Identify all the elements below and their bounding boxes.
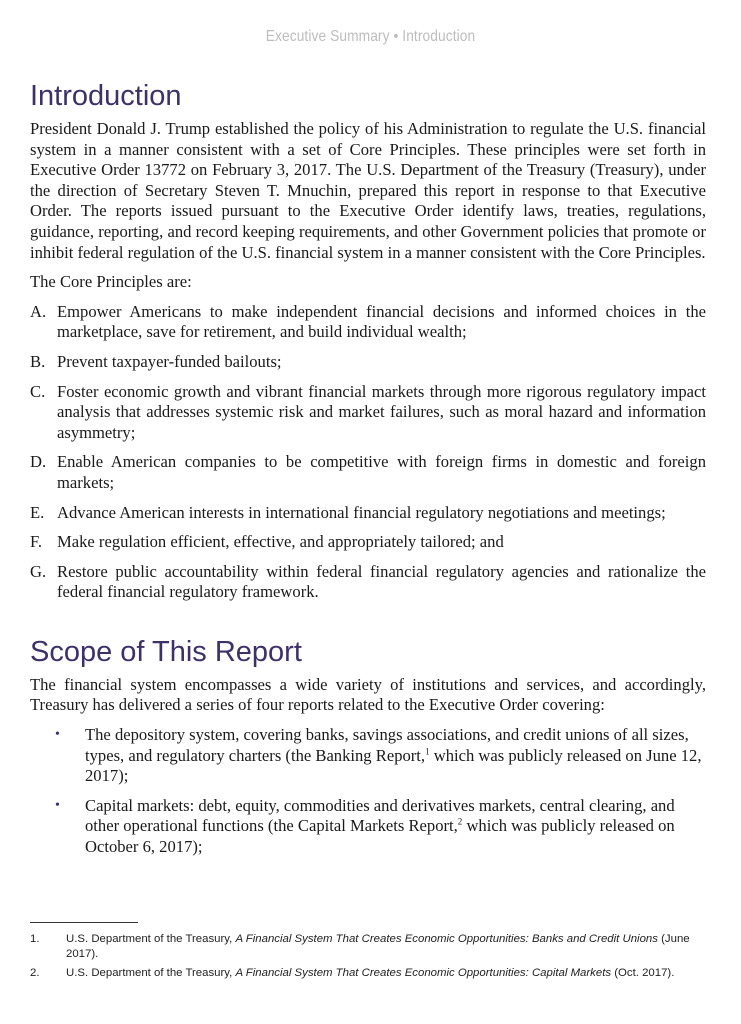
introduction-paragraph: President Donald J. Trump established the policy of his Administration to regulate the U.S. financial system in a manner consistent with a set of Core Principles. These principles were set forth in Executive Order 13772 on February 3, 2017. The U.S. Department of the Treasury (Treasury), under the direction of Secretary Steven T. Mnuchin, prepared this report in response to that Executive Order. The reports issued pursuant to the Executive Order identify laws, treaties, regulations, guidance, reporting, and record keeping requirements, and other Government policies that promote or inhibit federal regulation of the U.S. financial system in a manner consistent with the Core Principles. bbox=[30, 119, 706, 262]
bullet-icon: • bbox=[55, 727, 60, 743]
principle-text: Prevent taxpayer-funded bailouts; bbox=[57, 351, 282, 371]
principle-letter: A. bbox=[30, 301, 47, 321]
running-header: Executive Summary • Introduction bbox=[265, 28, 476, 45]
bullet-icon: • bbox=[55, 797, 60, 813]
footnote-ref-2[interactable]: 2 bbox=[457, 816, 463, 827]
principle-letter: B. bbox=[30, 351, 46, 371]
footnotes bbox=[30, 932, 710, 985]
principle-item bbox=[30, 562, 706, 603]
footnote-title: A Financial System That Creates Economic Opportunities: Capital Markets bbox=[235, 967, 612, 979]
introduction-heading: Introduction bbox=[30, 80, 182, 112]
principle-text: Empower Americans to make independent financial decisions and informed choices in the marketplace, save for retirement, and build individual wealth; bbox=[57, 301, 706, 342]
principle-letter: F. bbox=[30, 532, 43, 552]
principle-letter: E. bbox=[30, 502, 45, 522]
footnote-title: A Financial System That Creates Economic Opportunities: Banks and Credit Unions bbox=[235, 933, 658, 945]
report-text: Capital markets: debt, equity, commodities and derivatives markets, central clearing, and other operational functions (the Capital Markets Report,$^2$ which was publicly released on October 6, 2017); bbox=[85, 795, 675, 857]
footnote-number: 1. bbox=[30, 933, 40, 945]
report-text: The depository system, covering banks, savings associations, and credit unions of all sizes, types, and regulatory charters (the Banking Report,$^1$ which was publicly released on June 12, 2017); bbox=[85, 725, 702, 786]
principle-text: Restore public accountability within federal financial regulatory agencies and rationalize the federal financial regulatory framework. bbox=[57, 561, 706, 602]
principle-text: Foster economic growth and vibrant financial markets through more rigorous regulatory impact analysis that addresses systemic risk and market failures, such as moral hazard and information asymmetry; bbox=[57, 381, 706, 442]
principles-intro: The Core Principles are: bbox=[30, 272, 192, 292]
footnote-ref-1[interactable]: 1 bbox=[425, 746, 430, 757]
footnote-text: U.S. Department of the Treasury, A Financial System That Creates Economic Opportunities: Banks and Credit Unions (June 2017). bbox=[66, 933, 690, 960]
principle-item bbox=[30, 352, 706, 373]
footnote-divider bbox=[30, 922, 138, 923]
principle-item bbox=[30, 382, 706, 444]
footnote-text: U.S. Department of the Treasury, A Financial System That Creates Economic Opportunities: Capital Markets (Oct. 2017). bbox=[66, 967, 675, 979]
principle-item bbox=[30, 532, 706, 553]
footnote-number: 2. bbox=[30, 967, 40, 979]
principle-letter: G. bbox=[30, 561, 47, 581]
scope-heading: Scope of This Report bbox=[30, 635, 302, 668]
report-item bbox=[55, 725, 706, 787]
report-item bbox=[55, 796, 706, 858]
page-content bbox=[30, 78, 706, 867]
principle-text: Enable American companies to be competitive with foreign firms in domestic and foreign markets; bbox=[57, 452, 706, 492]
principle-text: Make regulation efficient, effective, and appropriately tailored; and bbox=[57, 532, 504, 552]
principle-text: Advance American interests in international financial regulatory negotiations and meetings; bbox=[57, 502, 666, 522]
footnote-item bbox=[30, 932, 710, 962]
scope-paragraph: The financial system encompasses a wide variety of institutions and services, and accordingly, Treasury has delivered a series of four reports related to the Executive Order covering: bbox=[30, 674, 706, 715]
principle-item bbox=[30, 503, 706, 524]
reports-list bbox=[30, 725, 706, 858]
principle-letter: C. bbox=[30, 381, 46, 401]
footnote-item bbox=[30, 966, 710, 981]
core-principles-list bbox=[30, 302, 706, 603]
principle-letter: D. bbox=[30, 452, 47, 472]
principle-item bbox=[30, 452, 706, 493]
principle-item bbox=[30, 302, 706, 343]
